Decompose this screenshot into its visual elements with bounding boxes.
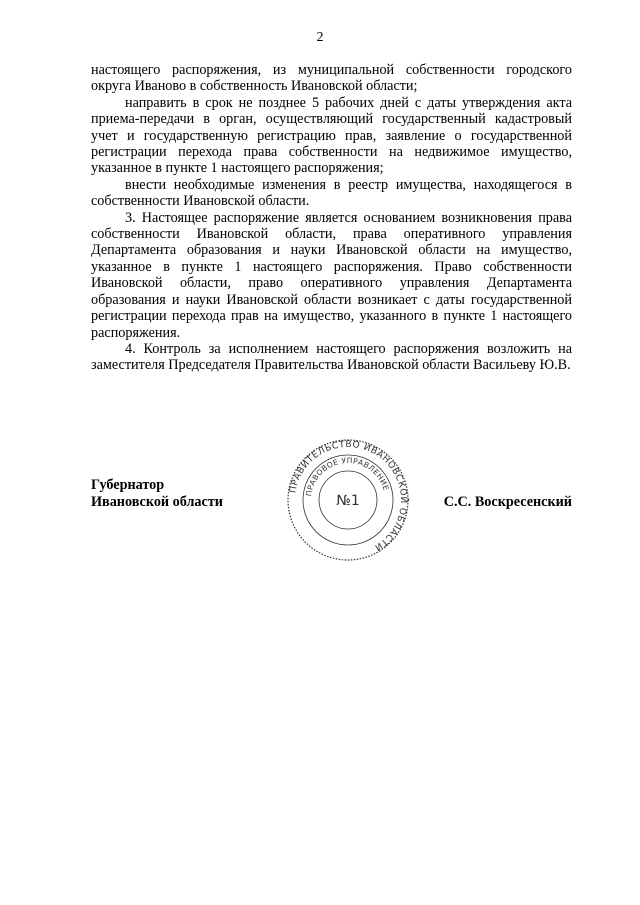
official-seal [286, 438, 410, 562]
seal-inner-text: ПРАВОВОЕ УПРАВЛЕНИЕ [304, 455, 391, 497]
document-body [91, 62, 572, 374]
paragraph: 3. Настоящее распоряжение является основанием возникновения права собственности Ивановской области, права оперативного управления Департамента образования и науки Ивановской области на имущество, указанное в пункте 1 настоящего распоряжения. Право собственности Ивановской области, право оперативного управления Департамента образования и науки Ивановской области возникает с даты государственной регистрации перехода прав на имущество, указанного в пункте 1 настоящего распоряжения. [91, 209, 572, 341]
signatory-title-line: Ивановской области [91, 494, 223, 510]
paragraph: 4. Контроль за исполнением настоящего распоряжения возложить на заместителя Председателя Правительства Ивановской области Васильеву Ю.В. [91, 340, 572, 374]
paragraph: направить в срок не позднее 5 рабочих дней с даты утверждения акта приема-передачи в орган, осуществляющий государственный кадастровый учет и государственную регистрацию прав, заявление о государственной регистрации перехода права собственности на недвижимое имущество, указанное в пункте 1 настоящего распоряжения; [91, 94, 572, 177]
seal-number: №1 [336, 493, 360, 509]
signatory-title [91, 477, 223, 511]
paragraph: настоящего распоряжения, из муниципальной собственности городского округа Иваново в собственность Ивановской области; [91, 62, 572, 95]
seal-outer-text: ПРАВИТЕЛЬСТВО ИВАНОВСКОЙ ОБЛАСТИ [288, 439, 409, 553]
paragraph: внести необходимые изменения в реестр имущества, находящегося в собственности Ивановской области. [91, 176, 572, 210]
signatory-name: С.С. Воскресенский [443, 494, 572, 510]
page-number: 2 [316, 30, 324, 45]
signatory-title-line: Губернатор [91, 477, 165, 493]
